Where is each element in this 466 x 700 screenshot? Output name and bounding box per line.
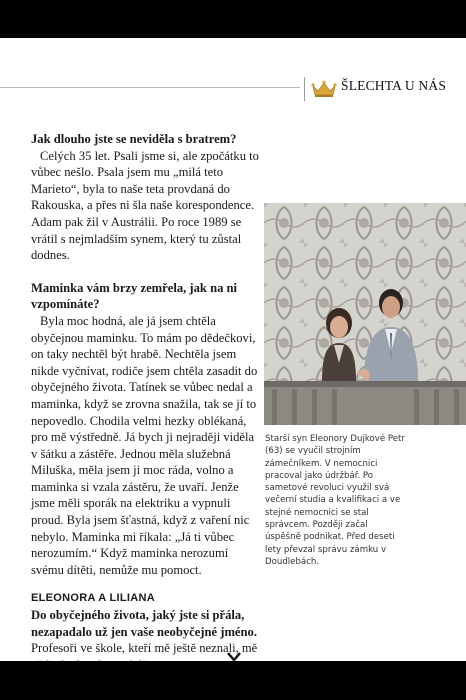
- header-rule: [0, 87, 300, 88]
- question-3: Do obyčejného života, jaký jste si přála, nezapadalo už jen vaše neobyčejné jméno.: [31, 608, 257, 639]
- section-title: ŠLECHTA U NÁS: [341, 78, 447, 93]
- subheading: ELEONORA A LILIANA: [31, 592, 155, 605]
- crown-icon: [311, 80, 337, 98]
- photo-caption: Starší syn Eleonory Dujkové Petr (63) se vyučil strojním zámečníkem. V nemocnici pracoval jako údržbář. Po sametové revoluci využil svá večerní studia a kvalifikaci a ve stejné nemocnici se stal správcem. Později začal úspěšně podnikat. Před deseti lety převzal správu zámku v Doudlebách.: [265, 434, 405, 567]
- answer-1: Celých 35 let. Psali jsme si, ale zpočátku to vůbec nešlo. Psala jsem mu „milá teto Marieto“, byla to naše teta provdaná do Rakouska, a přes ni šla naše korespondence. Adam pak žil v Austrálii. Po roce 1989 se vrátil s nejmladším synem, který tu zůstal dodnes.: [31, 148, 259, 263]
- top-bar: [0, 0, 466, 38]
- header-divider: [304, 77, 305, 101]
- article-column: [31, 131, 259, 673]
- photo-illustration: [264, 203, 466, 425]
- bottom-bar: [0, 661, 466, 700]
- article-photo: [264, 203, 466, 425]
- answer-2: Byla moc hodná, ale já jsem chtěla obyčejnou maminku. To mám po dědečkovi, on taky nechtěl být hrabě. Nechtěla jsem nikde vyčnívat, rodiče jsem chtěla zasadit do obyčejného života. Tatínek se vůbec nedal a maminka, když se zrovna snažila, tak se jí to nepovedlo. Chodila velmi hezky oblékaná, pro mě výstředně. Já bych ji nejraději viděla v šátku a zástěře. Jednou měla služebná Miluška, měla jsem ji moc ráda, volno a maminka si vzala zástěru, že uvaří. Jenže jsme měli sporák na elektriku a vypnuli proud. Byla jsem šťastná, když z vaření nic nebylo. Maminka mi říkala: „Já ti vůbec nerozumím.“ Když maminka nerozumí svému dítěti, nemůže mu pomoct.: [31, 313, 258, 577]
- answer-3: Profesoři ve škole, kteří mě ještě neznali, mě: [31, 641, 258, 656]
- question-1: Jak dlouho jste se neviděla s bratrem?: [31, 132, 237, 146]
- question-2: Maminka vám brzy zemřela, jak na ni vzpomínáte?: [31, 280, 238, 312]
